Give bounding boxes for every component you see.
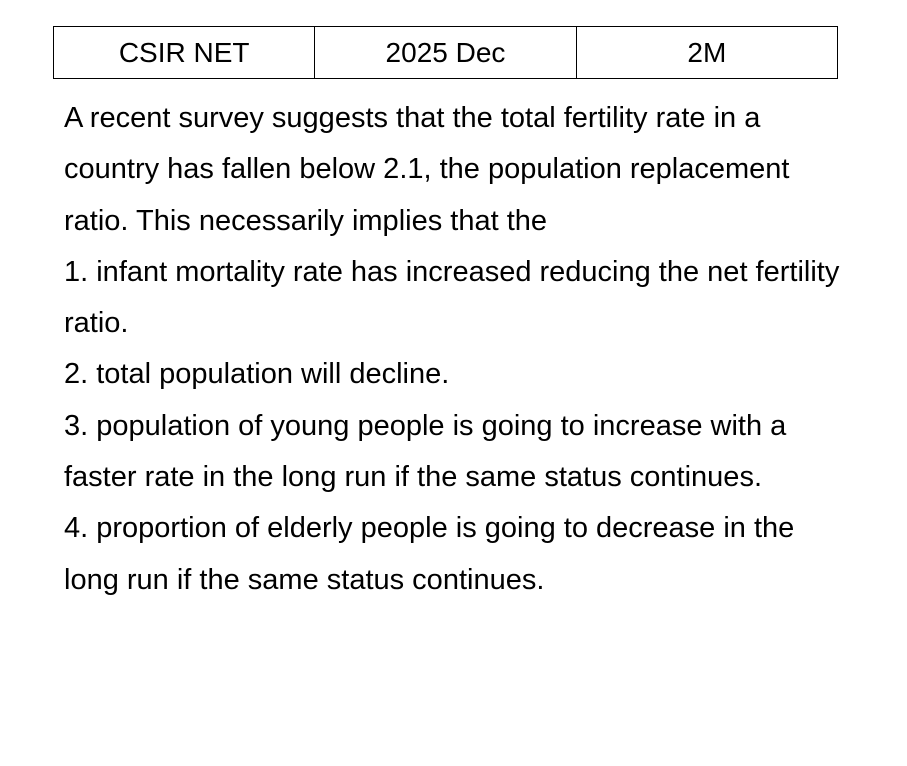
option-3: 3. population of young people is going to increase with a faster rate in the long run if the same status continues.: [64, 409, 787, 494]
option-2: 2. total population will decline.: [64, 358, 450, 391]
option-1: 1. infant mortality rate has increased reducing the net fertility ratio.: [64, 255, 840, 340]
option-4: 4. proportion of elderly people is going to decrease in the long run if the same status continues.: [64, 512, 795, 596]
marks-cell: 2M: [576, 27, 837, 79]
question-block: [64, 93, 844, 606]
question-stem: A recent survey suggests that the total fertility rate in a country has fallen below 2.1, the population replacement ratio. This necessarily implies that the: [64, 102, 790, 237]
exam-info-table: [53, 26, 838, 79]
exam-info-row: [54, 27, 838, 79]
exam-name-cell: CSIR NET: [54, 27, 315, 79]
exam-session-cell: 2025 Dec: [315, 27, 576, 79]
